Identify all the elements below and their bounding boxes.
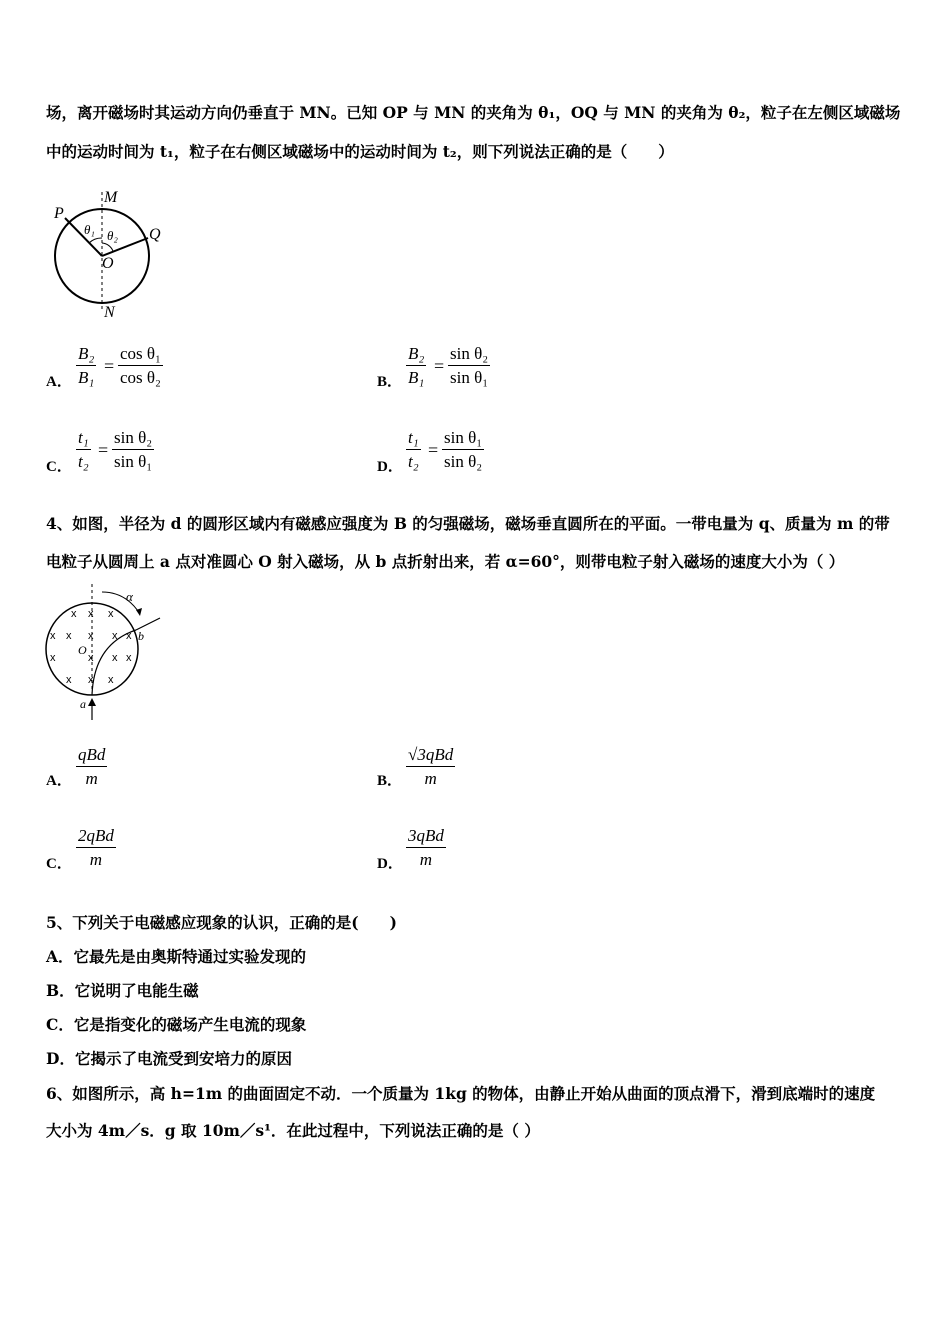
fraction-denominator: sin θ₁	[114, 452, 153, 471]
fraction-denominator: t₂	[408, 452, 419, 471]
fraction-denominator: B₁	[78, 368, 95, 387]
q4-option-c-value	[76, 826, 116, 870]
q4-magnetic-field-figure	[42, 584, 167, 724]
x-mark: x	[66, 674, 72, 686]
x-mark: x	[88, 630, 94, 642]
x-mark: x	[88, 652, 94, 664]
q4-option-a-value	[76, 745, 107, 789]
q3-option-a-lhs	[76, 344, 96, 388]
q4-stem-line1: 4、如图，半径为 d 的圆形区域内有磁感应强度为 B 的匀强磁场，磁场垂直圆所在的平面。一带电量为 q、质量为 m 的带	[46, 514, 890, 533]
fraction-numerator: B₂	[406, 344, 426, 366]
label-a: a	[80, 697, 86, 711]
theta1-arc	[89, 238, 102, 243]
label-theta2: θ₂	[107, 228, 118, 243]
x-mark: x	[108, 674, 114, 686]
x-mark: x	[112, 630, 118, 642]
label-Q: Q	[149, 226, 161, 243]
label-M: M	[104, 189, 118, 206]
fraction-numerator: cos θ₁	[118, 344, 163, 366]
x-mark: x	[88, 608, 94, 620]
q4-option-d-label[interactable]: D．	[377, 856, 403, 872]
x-mark: x	[126, 630, 132, 642]
q4-stem-line2: 电粒子从圆周上 a 点对准圆心 O 射入磁场，从 b 点折射出来，若 α=60°，则带电粒子射入磁场的速度大小为（ ）	[46, 552, 845, 571]
q5-option-c[interactable]: C．它是指变化的磁场产生电流的现象	[46, 1015, 307, 1034]
x-mark: x	[50, 652, 56, 664]
x-mark: x	[88, 674, 94, 686]
q3-option-d-lhs	[406, 428, 421, 472]
fraction-denominator: B₁	[408, 368, 425, 387]
fraction-denominator: sin θ₂	[444, 452, 483, 471]
q4-option-d-value	[406, 826, 446, 870]
fraction-numerator: sin θ₂	[448, 344, 490, 366]
equals-sign: =	[434, 356, 445, 376]
x-mark: x	[66, 630, 72, 642]
x-mark: x	[112, 652, 118, 664]
q4-option-a-label[interactable]: A．	[46, 773, 72, 789]
q3-option-c-rhs	[112, 428, 154, 472]
q4-option-b-label[interactable]: B．	[377, 773, 403, 789]
fraction-denominator: m	[424, 769, 437, 788]
theta2-arc	[102, 243, 113, 251]
q5-stem: 5、下列关于电磁感应现象的认识，正确的是( )	[46, 913, 397, 932]
fraction-denominator: m	[85, 769, 98, 788]
label-alpha: α	[126, 589, 133, 604]
fraction-denominator: cos θ₂	[120, 368, 161, 387]
arrow-head-icon	[88, 698, 96, 706]
label-O: O	[102, 255, 114, 272]
label-theta1: θ₁	[84, 222, 95, 237]
x-mark: x	[71, 608, 77, 620]
field-x-marks	[50, 608, 132, 686]
fraction-numerator: t₁	[406, 428, 421, 450]
q3-option-c-lhs	[76, 428, 91, 472]
x-mark: x	[50, 630, 56, 642]
label-b: b	[138, 629, 144, 643]
fraction-denominator: t₂	[78, 452, 89, 471]
q4-option-c-label[interactable]: C．	[46, 856, 72, 872]
q3-option-b-lhs	[406, 344, 426, 388]
q3-option-b-rhs	[448, 344, 490, 388]
q3-option-d-rhs	[442, 428, 484, 472]
equals-sign: =	[428, 440, 439, 460]
q5-option-d[interactable]: D．它揭示了电流受到安培力的原因	[46, 1049, 292, 1068]
fraction-denominator: m	[419, 850, 433, 869]
fraction-numerator: t₁	[76, 428, 91, 450]
fraction-numerator: B₂	[76, 344, 96, 366]
x-mark: x	[126, 652, 132, 664]
fraction-numerator: sin θ₂	[112, 428, 154, 450]
q3-option-b-label[interactable]: B．	[377, 374, 403, 390]
q3-option-a-label[interactable]: A．	[46, 374, 72, 390]
q3-circle-figure	[44, 182, 184, 322]
q3-option-d-label[interactable]: D．	[377, 459, 403, 475]
fraction-numerator: 2qBd	[76, 826, 116, 848]
q6-stem-line2: 大小为 4m／s．g 取 10m／s¹．在此过程中，下列说法正确的是（ ）	[46, 1121, 540, 1140]
q3-stem-line2: 中的运动时间为 t₁，粒子在右侧区域磁场中的运动时间为 t₂，则下列说法正确的是（ ）	[46, 142, 674, 161]
label-N: N	[104, 304, 115, 321]
q5-option-a[interactable]: A．它最先是由奥斯特通过实验发现的	[46, 947, 307, 966]
fraction-denominator: m	[89, 850, 103, 869]
q6-stem-line1: 6、如图所示，高 h=1m 的曲面固定不动．一个质量为 1kg 的物体，由静止开始从曲面的顶点滑下，滑到底端时的速度	[46, 1084, 876, 1103]
fraction-numerator: √3qBd	[406, 745, 455, 767]
q5-option-b[interactable]: B．它说明了电能生磁	[46, 981, 199, 1000]
q3-stem-line1: 场，离开磁场时其运动方向仍垂直于 MN。已知 OP 与 MN 的夹角为 θ₁，OQ 与 MN 的夹角为 θ₂，粒子在左侧区域磁场	[46, 103, 901, 122]
equals-sign: =	[104, 356, 115, 376]
q3-option-c-label[interactable]: C．	[46, 459, 72, 475]
label-O: O	[78, 643, 87, 657]
fraction-denominator: sin θ₁	[450, 368, 489, 387]
label-P: P	[54, 205, 64, 222]
x-mark: x	[108, 608, 114, 620]
fraction-numerator: sin θ₁	[442, 428, 484, 450]
fraction-numerator: qBd	[76, 745, 107, 767]
fraction-numerator: 3qBd	[406, 826, 446, 848]
q3-option-a-rhs	[118, 344, 163, 388]
q4-option-b-value	[406, 745, 455, 789]
equals-sign: =	[98, 440, 109, 460]
